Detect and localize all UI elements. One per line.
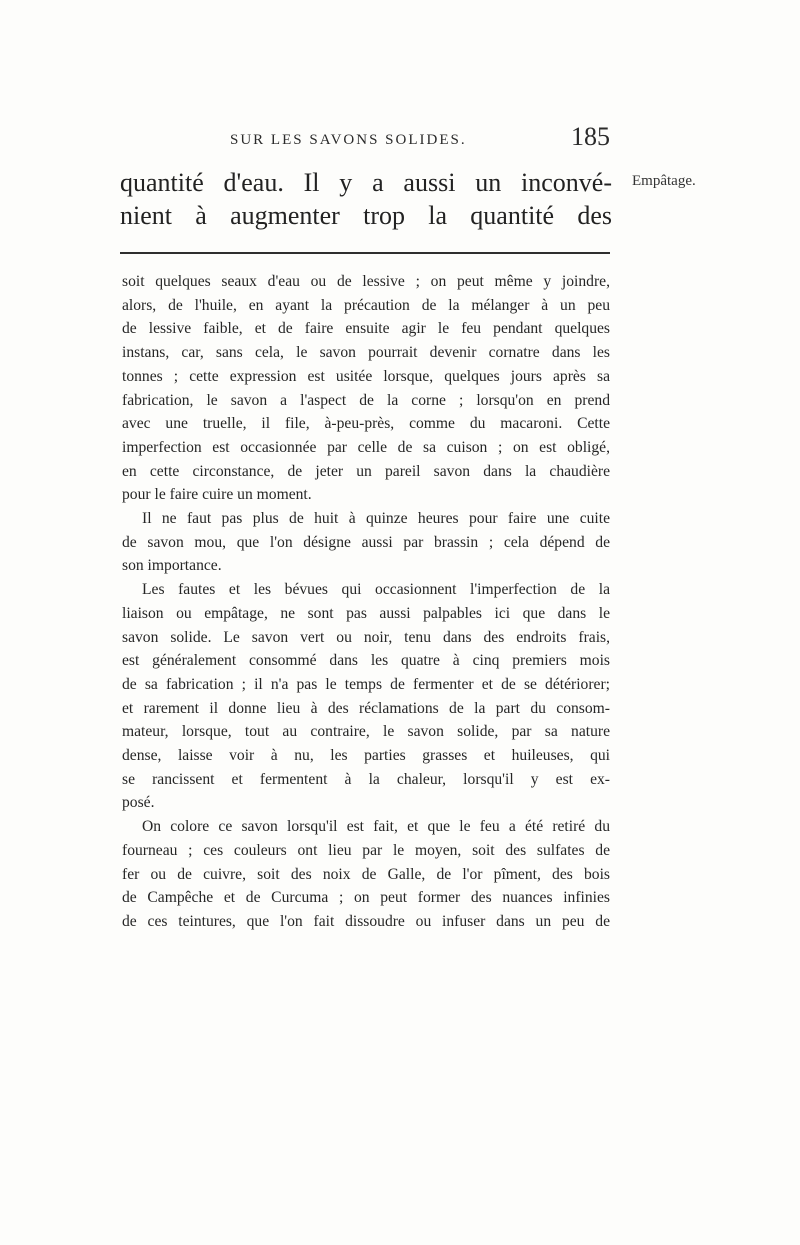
- text-line: avec une truelle, il file, à-peu-près, comme du macaroni. Cette: [122, 415, 610, 433]
- text-line: imperfection est occasionnée par celle de sa cuison ; on est obligé,: [122, 438, 610, 456]
- text-line: pour le faire cuire un moment.: [122, 486, 312, 504]
- carryover-line: nient à augmenter trop la quantité des: [120, 201, 612, 230]
- text-line: son importance.: [122, 557, 222, 575]
- text-line: mateur, lorsque, tout au contraire, le savon solide, par sa nature: [122, 723, 610, 741]
- text-line: Les fautes et les bévues qui occasionnent l'imperfection de la: [142, 581, 610, 599]
- paragraph: [122, 507, 610, 578]
- paragraph: [122, 578, 610, 815]
- text-line: soit quelques seaux d'eau ou de lessive ; on peut même y joindre,: [122, 273, 610, 290]
- body-text: [122, 270, 610, 934]
- text-line: posé.: [122, 794, 155, 812]
- text-line: en cette circonstance, de jeter un pareil savon dans la chaudière: [122, 462, 610, 480]
- text-line: Il ne faut pas plus de huit à quinze heures pour faire une cuite: [142, 510, 610, 528]
- paragraph: [122, 270, 610, 507]
- paragraph: [122, 815, 610, 934]
- text-line: savon solide. Le savon vert ou noir, tenu dans des endroits frais,: [122, 628, 610, 646]
- page-number: 185: [571, 122, 610, 151]
- text-line: est généralement consommé dans les quatre à cinq premiers mois: [122, 652, 610, 670]
- text-line: instans, car, sans cela, le savon pourrait devenir cornatre dans les: [122, 344, 610, 362]
- text-line: de lessive faible, et de faire ensuite agir le feu pendant quelques: [122, 320, 610, 338]
- running-title: SUR LES SAVONS SOLIDES.: [230, 132, 467, 148]
- carryover-text: [120, 166, 612, 232]
- carryover-line: quantité d'eau. Il y a aussi un inconvé-: [120, 168, 612, 197]
- text-line: fer ou de cuivre, soit des noix de Galle, de l'or pîment, des bois: [122, 865, 610, 883]
- text-line: fourneau ; ces couleurs ont lieu par le moyen, soit des sulfates de: [122, 841, 610, 859]
- marginal-note: Empâtage.: [632, 173, 696, 189]
- text-line: fabrication, le savon a l'aspect de la corne ; lorsqu'on en prend: [122, 391, 610, 409]
- text-line: dense, laisse voir à nu, les parties grasses et huileuses, qui: [122, 747, 610, 765]
- separator-rule: [120, 252, 610, 254]
- text-line: de sa fabrication ; il n'a pas le temps de fermenter et de se détériorer;: [122, 675, 610, 693]
- text-line: liaison ou empâtage, ne sont pas aussi palpables ici que dans le: [122, 604, 610, 622]
- running-head: [120, 122, 610, 158]
- text-line: et rarement il donne lieu à des réclamations de la part du consom-: [122, 699, 610, 717]
- text-line: de Campêche et de Curcuma ; on peut former des nuances infinies: [122, 889, 610, 907]
- text-line: de savon mou, que l'on désigne aussi par brassin ; cela dépend de: [122, 533, 610, 551]
- text-line: de ces teintures, que l'on fait dissoudre ou infuser dans un peu de: [122, 912, 610, 930]
- text-line: On colore ce savon lorsqu'il est fait, et que le feu a été retiré du: [142, 818, 610, 836]
- text-line: tonnes ; cette expression est usitée lorsque, quelques jours après sa: [122, 367, 610, 385]
- text-line: se rancissent et fermentent à la chaleur, lorsqu'il y est ex-: [122, 770, 610, 788]
- text-line: alors, de l'huile, en ayant la précaution de la mélanger à un peu: [122, 296, 610, 314]
